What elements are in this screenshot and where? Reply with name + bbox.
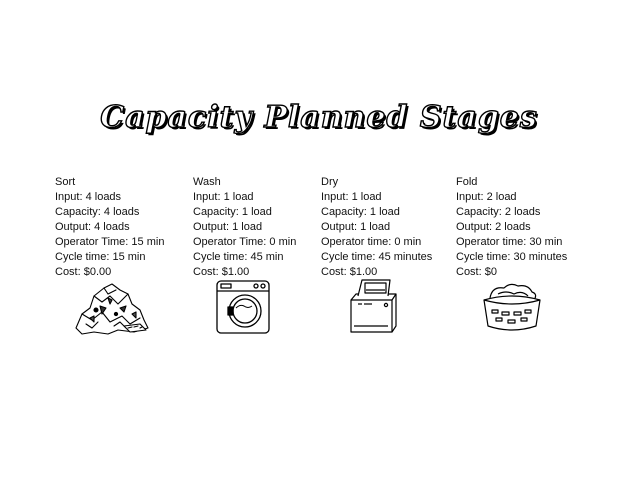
stage-cost: Cost: $0.00 [55,266,112,278]
stage-operator-time: Operator time: 30 min [456,236,563,248]
stage-name: Dry [321,176,339,188]
stage-cost: Cost: $0 [456,266,497,278]
stage-input: Input: 1 load [321,191,382,203]
washing-machine-icon [214,278,272,336]
stage-fold [456,175,567,280]
dryer-icon [348,278,398,336]
stage-output: Output: 4 loads [55,221,130,233]
stage-capacity: Capacity: 4 loads [55,206,140,218]
stage-capacity: Capacity: 1 load [193,206,272,218]
stage-operator-time: Operator time: 0 min [321,236,422,248]
stage-cycle-time: Cycle time: 30 minutes [456,251,568,263]
laundry-basket-icon [480,278,544,336]
stage-wash [193,175,296,280]
stage-cycle-time: Cycle time: 15 min [55,251,146,263]
stage-output: Output: 1 load [321,221,391,233]
stage-input: Input: 4 loads [55,191,122,203]
stage-cost: Cost: $1.00 [193,266,250,278]
stage-sort [55,175,164,280]
stage-output: Output: 1 load [193,221,263,233]
stage-cost: Cost: $1.00 [321,266,378,278]
stage-operator-time: Operator Time: 15 min [55,236,165,248]
stage-name: Wash [193,176,221,188]
stage-capacity: Capacity: 1 load [321,206,400,218]
stage-cycle-time: Cycle time: 45 minutes [321,251,433,263]
stage-operator-time: Operator Time: 0 min [193,236,297,248]
page-title: Capacity Planned Stages [100,100,538,135]
stage-dry [321,175,432,280]
laundry-pile-icon [72,278,150,336]
stage-cycle-time: Cycle time: 45 min [193,251,284,263]
stage-output: Output: 2 loads [456,221,531,233]
stage-name: Fold [456,176,478,188]
stage-capacity: Capacity: 2 loads [456,206,541,218]
stage-input: Input: 2 load [456,191,517,203]
stage-name: Sort [55,176,76,188]
stage-input: Input: 1 load [193,191,254,203]
